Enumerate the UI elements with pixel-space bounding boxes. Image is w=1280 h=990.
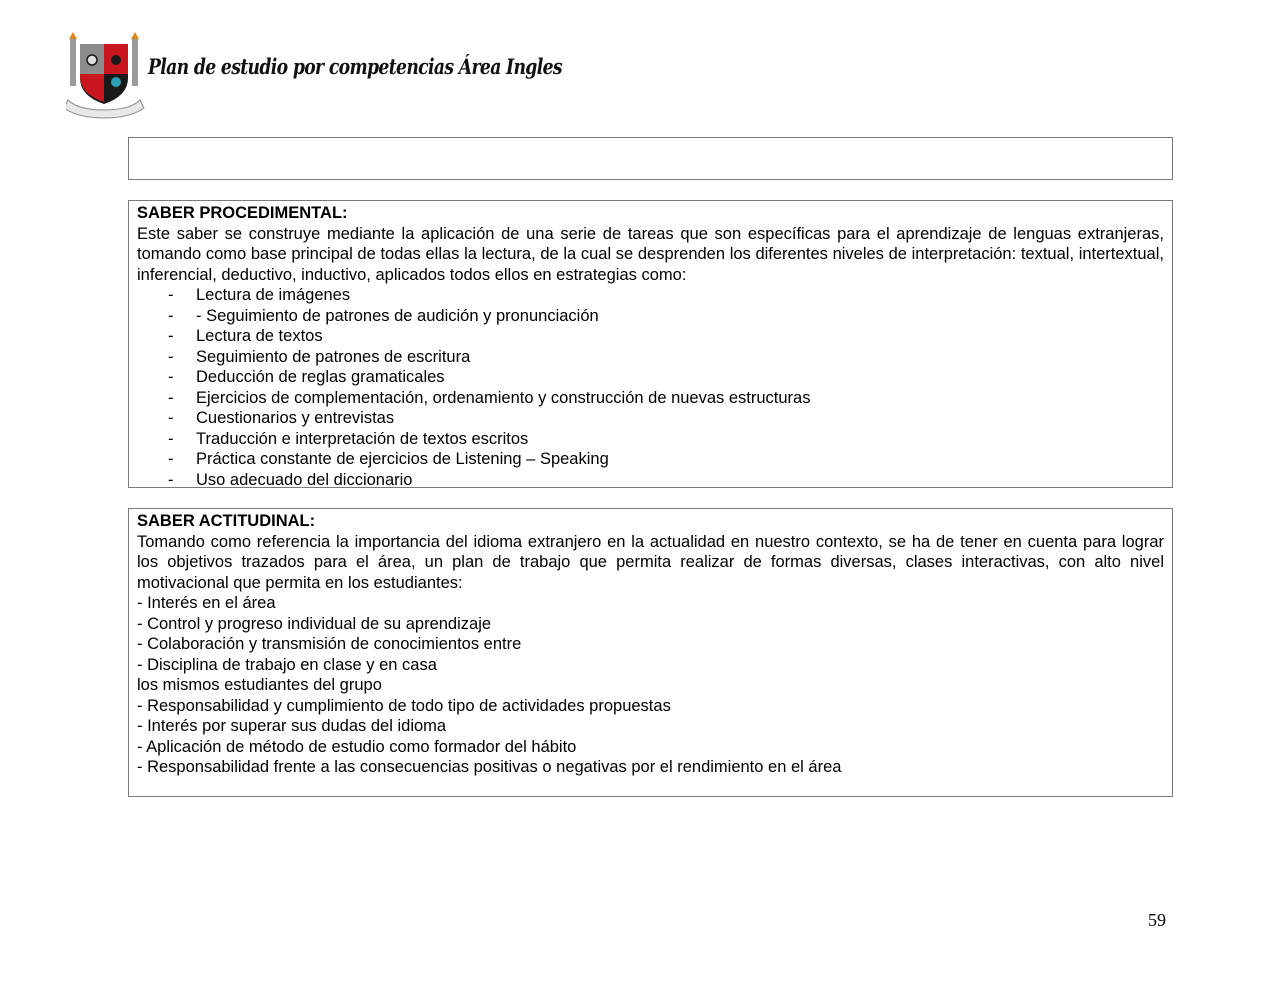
school-crest-icon — [66, 30, 152, 122]
empty-table-cell — [128, 137, 1173, 180]
list-item: - Deducción de reglas gramaticales — [168, 368, 445, 386]
list-item: - Disciplina de trabajo en clase y en casa — [137, 655, 437, 674]
list-item: los mismos estudiantes del grupo — [137, 676, 382, 694]
list-item: - Aplicación de método de estudio como formador del hábito — [137, 737, 577, 756]
section-title: SABER ACTITUDINAL: — [137, 512, 316, 530]
list-item: - Colaboración y transmisión de conocimientos entre — [137, 635, 522, 653]
list-item: - - Seguimiento de patrones de audición y pronunciación — [168, 306, 599, 325]
list-item: - Interés en el área — [137, 594, 276, 612]
list-item: - Interés por superar sus dudas del idioma — [137, 717, 447, 735]
list-item: - Seguimiento de patrones de escritura — [168, 347, 471, 366]
page-number: 59 — [1148, 910, 1166, 930]
list-item: - Ejercicios de complementación, ordenamiento y construcción de nuevas estructuras — [168, 388, 811, 407]
list-item: - Responsabilidad y cumplimiento de todo tipo de actividades propuestas — [137, 696, 671, 715]
list-item: - Cuestionarios y entrevistas — [168, 409, 395, 427]
section-intro: Tomando como referencia la importancia del idioma extranjero en la actualidad en nuestro contexto, se ha de tener en cuenta para lograr los objetivos trazados para el área, un plan de trabajo que permita realizar de formas diversas, clases interactivas, con alto nivel motivacional que permita en los estudiantes: — [137, 532, 1164, 592]
document-header-title: Plan de estudio por competencias Área Ingles — [148, 54, 562, 79]
list-item: - Práctica constante de ejercicios de Listening – Speaking — [168, 450, 609, 468]
section-title: SABER PROCEDIMENTAL: — [137, 204, 348, 222]
list-item: - Control y progreso individual de su aprendizaje — [137, 614, 492, 633]
list-item: - Lectura de imágenes — [168, 286, 351, 304]
attitude-list — [137, 593, 1164, 778]
saber-actitudinal-section — [128, 508, 1173, 797]
saber-procedimental-section — [128, 200, 1173, 488]
list-item: - Traducción e interpretación de textos escritos — [168, 429, 529, 448]
list-item: - Lectura de textos — [168, 327, 323, 345]
list-item: - Uso adecuado del diccionario — [168, 470, 413, 489]
list-item: - Responsabilidad frente a las consecuencias positivas o negativas por el rendimiento en el área — [137, 758, 842, 776]
strategy-list — [137, 285, 1164, 490]
section-intro: Este saber se construye mediante la aplicación de una serie de tareas que son específicas para el aprendizaje de lenguas extranjeras, tomando como base principal de todas ellas la lectura, de la cual se desprenden los diferentes niveles de interpretación: textual, intertextual, inferencial, deductivo, inductivo, aplicados todos ellos en estrategias como: — [137, 224, 1164, 284]
